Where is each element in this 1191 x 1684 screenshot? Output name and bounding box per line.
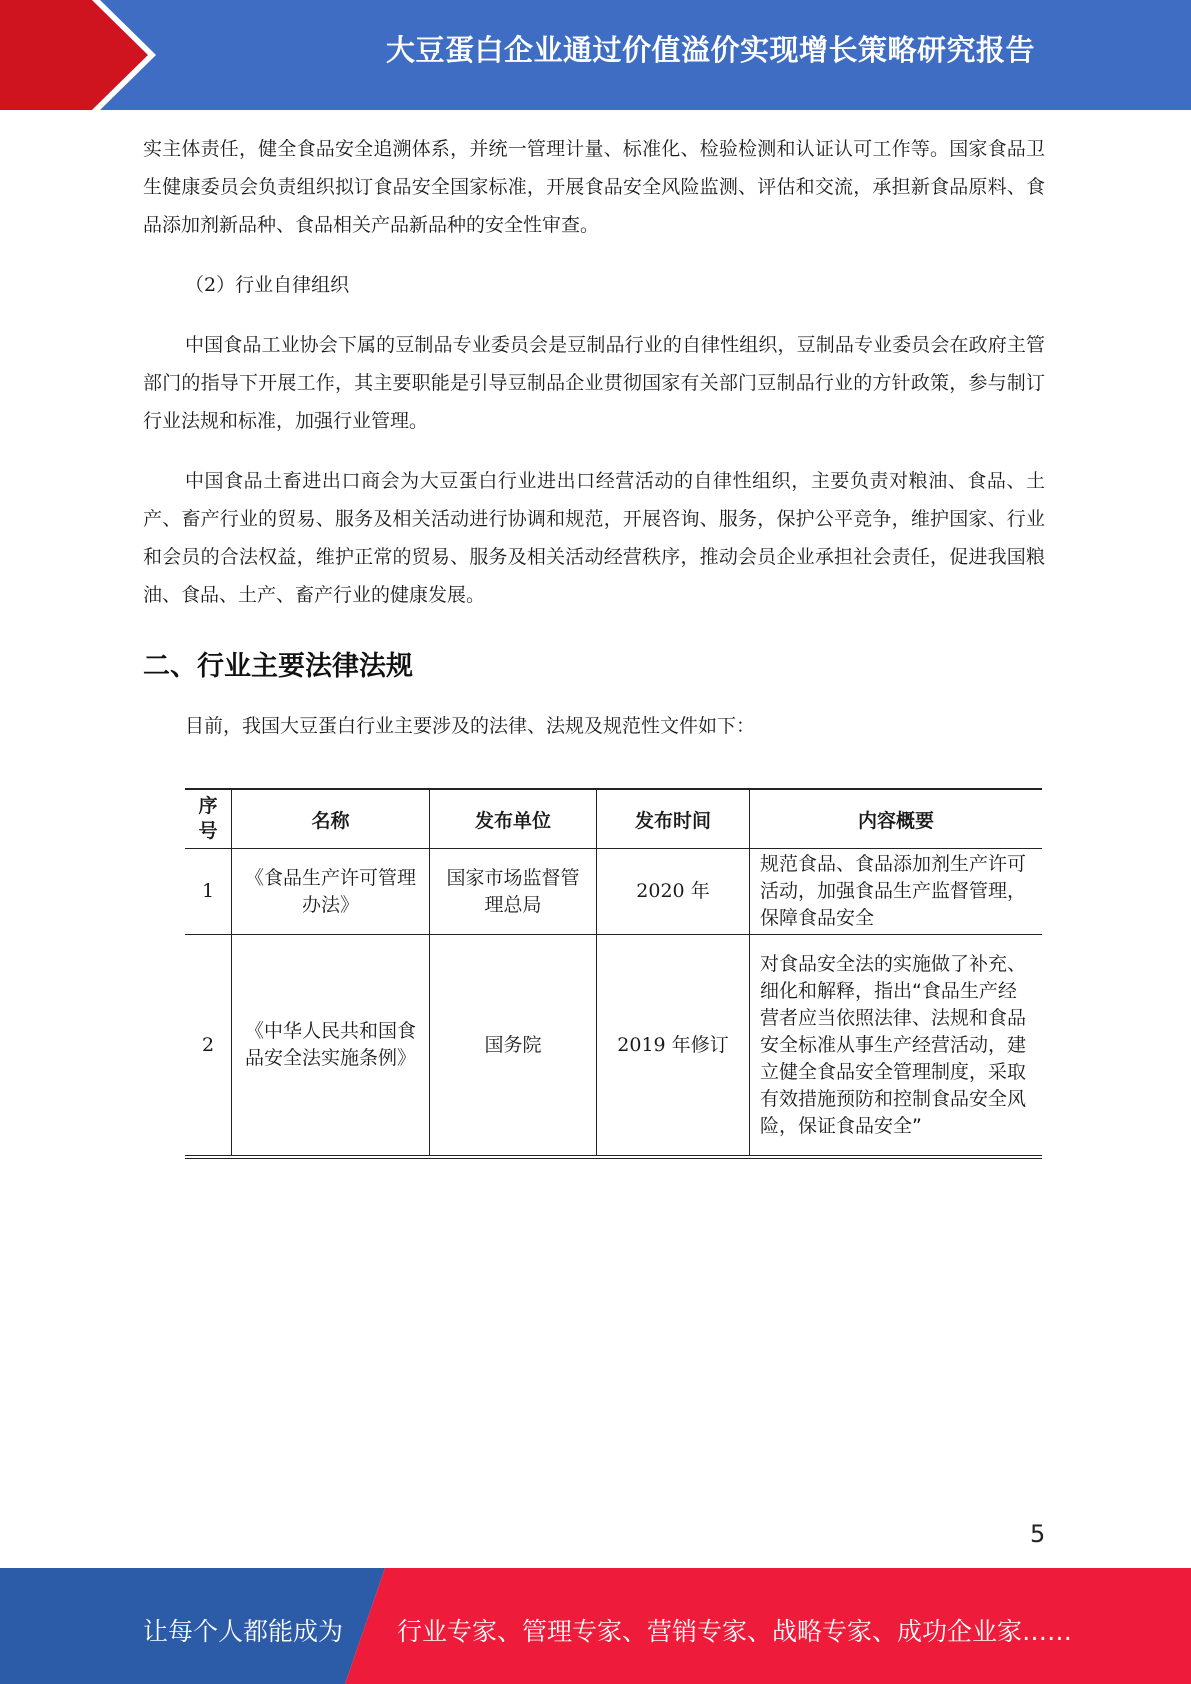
header-no-line1: 序: [198, 795, 218, 817]
header-name: 名称: [232, 789, 430, 849]
body-paragraph-1: 实主体责任，健全食品安全追溯体系，并统一管理计量、标准化、检验检测和认证认可工作等。国家食品卫生健康委员会负责组织拟订食品安全国家标准，开展食品安全风险监测、评估和交流，承担新食品原料、食品添加剂新品种、食品相关产品新品种的安全性审查。: [143, 138, 1045, 236]
cell-no: 2: [185, 935, 232, 1158]
cell-date: 2019 年修订: [597, 935, 750, 1158]
section-title: 二、行业主要法律法规: [143, 651, 413, 682]
cell-publisher: 国家市场监督管理总局: [430, 849, 597, 935]
subheading-self-regulatory: （2）行业自律组织: [185, 274, 350, 296]
header-date: 发布时间: [597, 789, 750, 849]
table-row: [185, 935, 1042, 1158]
laws-table: [185, 788, 1042, 1159]
cell-name: 《中华人民共和国食品安全法实施条例》: [232, 935, 430, 1158]
header-publisher: 发布单位: [430, 789, 597, 849]
cell-no: 1: [185, 849, 232, 935]
cell-publisher: 国务院: [430, 935, 597, 1158]
footer-slogan-right: 行业专家、管理专家、营销专家、战略专家、成功企业家……: [397, 1617, 1073, 1646]
body-paragraph-3: 中国食品土畜进出口商会为大豆蛋白行业进出口经营活动的自律性组织，主要负责对粮油、食品、土产、畜产行业的贸易、服务及相关活动进行协调和规范，开展咨询、服务，保护公平竞争，维护国家、行业和会员的合法权益，维护正常的贸易、服务及相关活动经营秩序，推动会员企业承担社会责任，促进我国粮油、食品、土产、畜产行业的健康发展。: [143, 470, 1045, 606]
table-row: [185, 849, 1042, 935]
header-no-line2: 号: [198, 820, 218, 842]
header-no: [185, 789, 232, 849]
cell-summary: 对食品安全法的实施做了补充、细化和解释，指出“食品生产经营者应当依照法律、法规和食品安全标准从事生产经营活动，建立健全食品安全管理制度，采取有效措施预防和控制食品安全风险，保证食品安全”: [750, 935, 1043, 1158]
table-intro: 目前，我国大豆蛋白行业主要涉及的法律、法规及规范性文件如下：: [185, 715, 756, 737]
footer-slogan-left: 让每个人都能成为: [143, 1617, 344, 1646]
header-summary: 内容概要: [750, 789, 1043, 849]
body-paragraph-2: 中国食品工业协会下属的豆制品专业委员会是豆制品行业的自律性组织，豆制品专业委员会在政府主管部门的指导下开展工作，其主要职能是引导豆制品企业贯彻国家有关部门豆制品行业的方针政策，参与制订行业法规和标准，加强行业管理。: [143, 334, 1045, 432]
cell-summary: 规范食品、食品添加剂生产许可活动，加强食品生产监督管理，保障食品安全: [750, 849, 1043, 935]
header-red-chevron-decoration: [0, 0, 160, 110]
report-title: 大豆蛋白企业通过价值溢价实现增长策略研究报告: [385, 33, 1035, 67]
page-number: 5: [1030, 1520, 1046, 1548]
page-footer: [0, 1568, 1191, 1684]
cell-date: 2020 年: [597, 849, 750, 935]
cell-name: 《食品生产许可管理办法》: [232, 849, 430, 935]
table-header-row: [185, 789, 1042, 849]
main-content: [143, 130, 1045, 745]
page-header: [0, 0, 1191, 110]
